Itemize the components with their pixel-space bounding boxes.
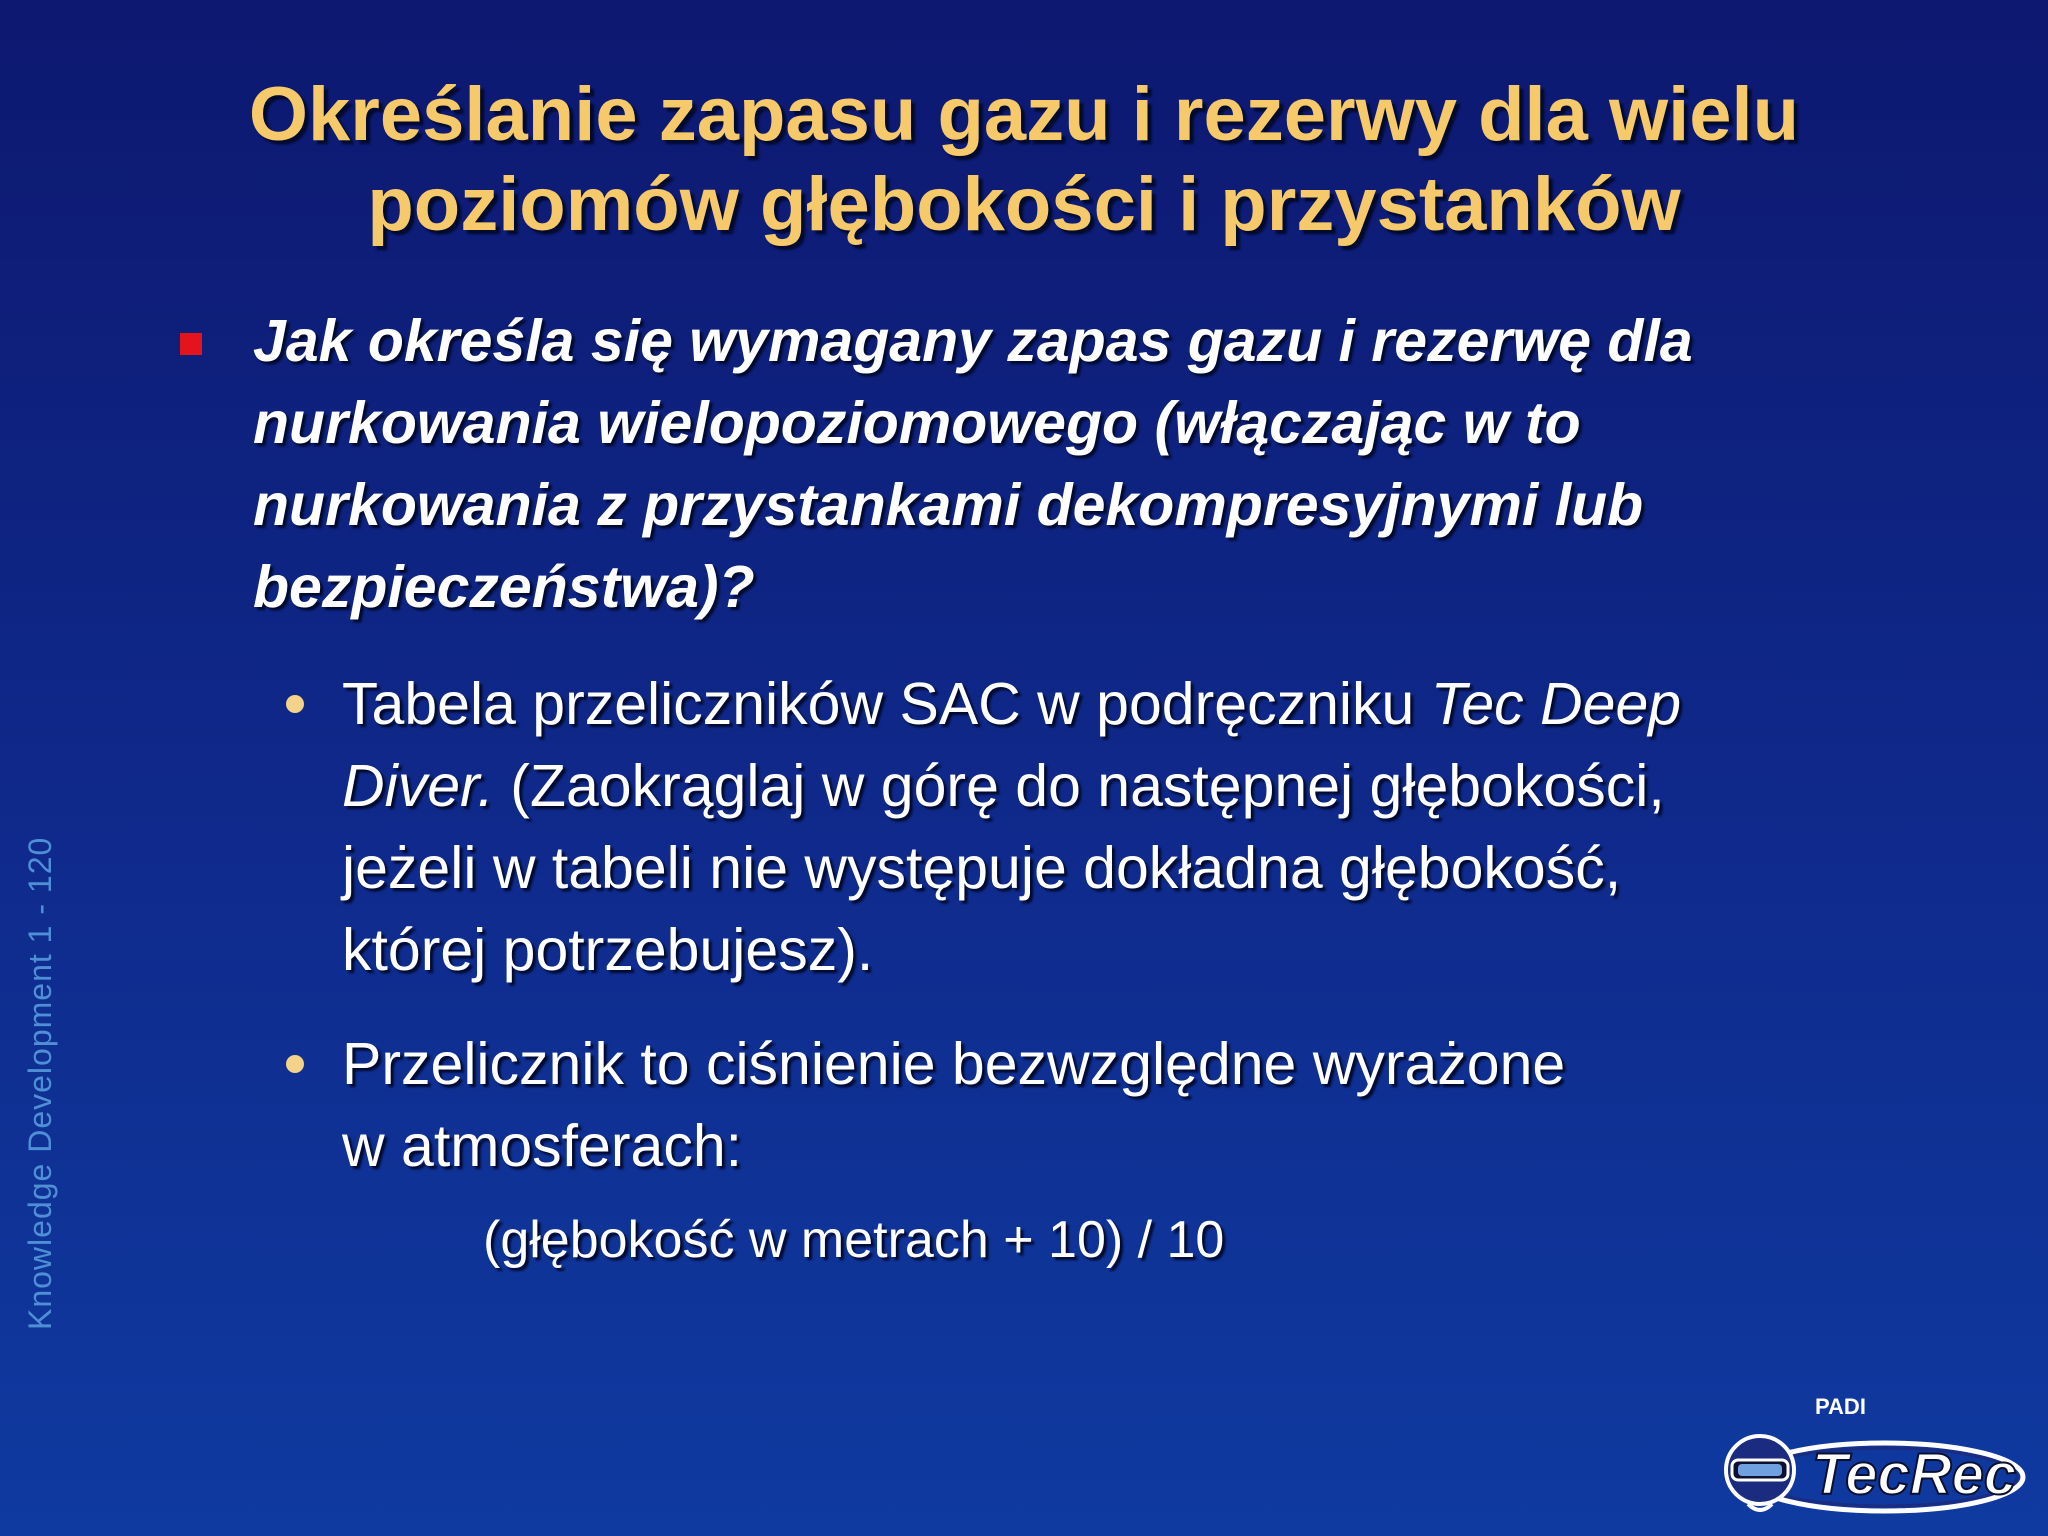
question-line-4: bezpieczeństwa)?	[253, 554, 755, 620]
sub-bullet-text	[342, 1023, 1942, 1187]
sub-bullet-text	[342, 663, 1942, 991]
sub1-line-1	[342, 663, 1942, 745]
sub1-line-3: jeżeli w tabeli nie występuje dokładna głębokość,	[342, 835, 1622, 901]
sub2-line-2: w atmosferach:	[342, 1113, 743, 1179]
sub1-line-4: której potrzebujesz).	[342, 917, 874, 983]
padi-tecrec-logo	[1700, 1392, 2030, 1522]
round-bullet-icon	[286, 695, 304, 713]
question-line-2: nurkowania wielopoziomowego (włączając w to	[253, 390, 1581, 456]
square-bullet-icon	[180, 333, 202, 355]
book-title-part-2: Diver.	[342, 753, 494, 819]
formula: (głębokość w metrach + 10) / 10	[483, 1211, 1225, 1269]
question-text	[253, 300, 1933, 628]
slide-title	[100, 70, 1948, 250]
sub2-line-1: Przelicznik to ciśnienie bezwzględne wyrażone	[342, 1031, 1566, 1097]
round-bullet-icon	[286, 1055, 304, 1073]
sub1-line-1-normal: Tabela przeliczników SAC w podręczniku	[342, 671, 1431, 737]
question-line-3: nurkowania z przystankami dekompresyjnymi lub	[253, 472, 1644, 538]
question-line-1: Jak określa się wymagany zapas gazu i rezerwę dla	[253, 308, 1693, 374]
logo-tecrec-text: TecRec	[1812, 1442, 2017, 1507]
logo-padi-text: PADI	[1815, 1394, 1866, 1419]
sub1-line-2-normal: (Zaokrąglaj w górę do następnej głębokości,	[493, 753, 1665, 819]
sidebar-section-label: Knowledge Development 1 - 120	[22, 836, 58, 1330]
slide-title-line-2: poziomów głębokości i przystanków	[367, 162, 1681, 247]
sub1-line-2	[342, 745, 1942, 827]
slide-title-line-1: Określanie zapasu gazu i rezerwy dla wielu	[248, 72, 1800, 157]
book-title-part-1: Tec Deep	[1430, 671, 1682, 737]
